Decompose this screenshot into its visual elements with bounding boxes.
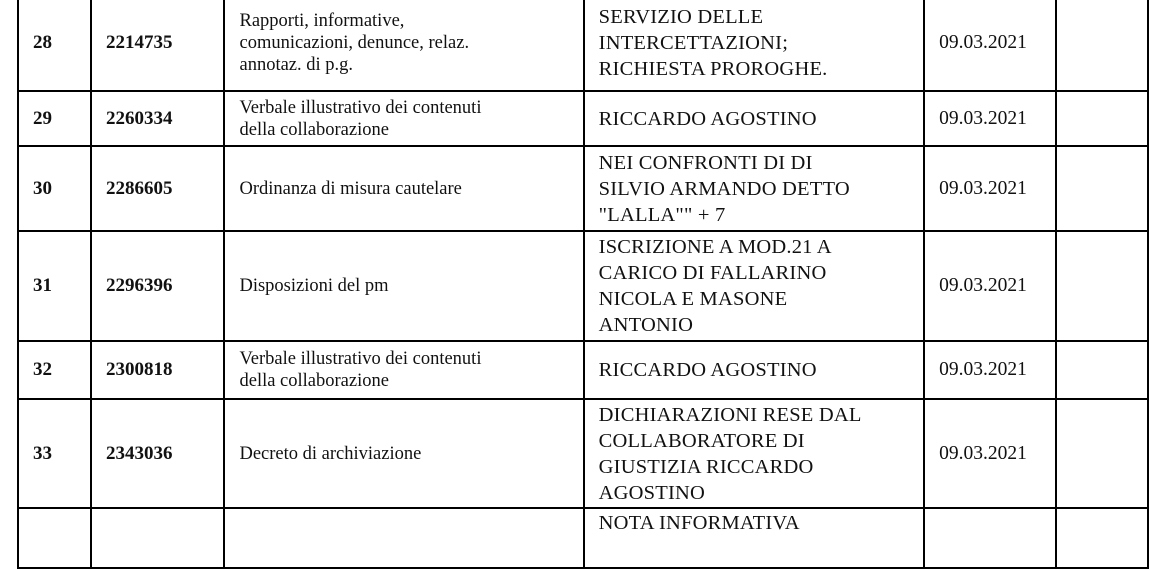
table-row <box>18 146 1148 231</box>
protocol-id-cell: 2300818 <box>91 341 225 399</box>
document-type-cell <box>224 341 583 399</box>
subject-line: RICCARDO AGOSTINO <box>598 359 817 381</box>
subject-line: GIUSTIZIA RICCARDO <box>598 455 814 478</box>
subject-line: COLLABORATORE DI <box>598 429 805 452</box>
document-type-line: Rapporti, informative, <box>239 11 405 31</box>
document-type-cell <box>224 146 583 231</box>
records-table <box>17 0 1149 569</box>
subject-line: RICCARDO AGOSTINO <box>598 107 817 130</box>
subject-line: SERVIZIO DELLE <box>598 6 764 28</box>
row-number-cell: 31 <box>18 231 91 341</box>
document-type-cell <box>224 231 583 341</box>
protocol-id-cell: 2296396 <box>91 231 225 341</box>
date-cell: 09.03.2021 <box>924 91 1056 146</box>
subject-line: RICHIESTA PROROGHE. <box>598 58 828 80</box>
date-cell: 09.03.2021 <box>924 341 1056 399</box>
subject-cell <box>584 91 924 146</box>
subject-cell <box>584 399 924 508</box>
extra-cell <box>1056 231 1148 341</box>
date-cell: 09.03.2021 <box>924 231 1056 341</box>
subject-line: SILVIO ARMANDO DETTO <box>598 177 850 200</box>
subject-cell <box>584 231 924 341</box>
row-number-cell: 30 <box>18 146 91 231</box>
row-number-cell: 33 <box>18 399 91 508</box>
subject-line: NOTA INFORMATIVA <box>598 512 800 534</box>
protocol-id-cell <box>91 508 225 568</box>
document-type-line: Decreto di archiviazione <box>239 443 422 464</box>
subject-cell <box>584 341 924 399</box>
table-row <box>18 341 1148 399</box>
row-number-cell: 28 <box>18 0 91 91</box>
date-cell: 09.03.2021 <box>924 146 1056 231</box>
extra-cell <box>1056 91 1148 146</box>
row-number-cell: 32 <box>18 341 91 399</box>
document-type-cell <box>224 399 583 508</box>
document-type-line: annotaz. di p.g. <box>239 55 354 75</box>
table-row <box>18 399 1148 508</box>
document-type-line: della collaborazione <box>239 119 389 140</box>
protocol-id-cell: 2343036 <box>91 399 225 508</box>
document-type-line: Ordinanza di misura cautelare <box>239 178 462 199</box>
document-type-line: della collaborazione <box>239 371 389 391</box>
table-row <box>18 508 1148 568</box>
date-cell <box>924 508 1056 568</box>
protocol-id-cell: 2214735 <box>91 0 225 91</box>
document-type-cell <box>224 508 583 568</box>
table-row <box>18 231 1148 341</box>
extra-cell <box>1056 0 1148 91</box>
date-cell: 09.03.2021 <box>924 399 1056 508</box>
subject-line: "LALLA"" + 7 <box>598 203 726 226</box>
protocol-id-cell: 2260334 <box>91 91 225 146</box>
subject-line: ISCRIZIONE A MOD.21 A <box>598 236 832 258</box>
extra-cell <box>1056 146 1148 231</box>
row-number-cell <box>18 508 91 568</box>
subject-line: ANTONIO <box>598 314 694 336</box>
subject-line: NICOLA E MASONE <box>598 288 788 310</box>
subject-line: AGOSTINO <box>598 481 706 504</box>
document-type-cell <box>224 91 583 146</box>
row-number-cell: 29 <box>18 91 91 146</box>
protocol-id-cell: 2286605 <box>91 146 225 231</box>
subject-cell <box>584 146 924 231</box>
document-type-line: Verbale illustrativo dei contenuti <box>239 97 482 118</box>
subject-line: INTERCETTAZIONI; <box>598 32 789 54</box>
subject-line: DICHIARAZIONI RESE DAL <box>598 403 862 426</box>
subject-cell <box>584 508 924 568</box>
document-type-line: Disposizioni del pm <box>239 276 389 296</box>
subject-line: CARICO DI FALLARINO <box>598 262 827 284</box>
extra-cell <box>1056 399 1148 508</box>
extra-cell <box>1056 341 1148 399</box>
subject-line: NEI CONFRONTI DI DI <box>598 151 813 174</box>
document-type-line: comunicazioni, denunce, relaz. <box>239 33 470 53</box>
subject-cell <box>584 0 924 91</box>
extra-cell <box>1056 508 1148 568</box>
table-row <box>18 91 1148 146</box>
date-cell: 09.03.2021 <box>924 0 1056 91</box>
table-row <box>18 0 1148 91</box>
document-type-cell <box>224 0 583 91</box>
document-type-line: Verbale illustrativo dei contenuti <box>239 349 482 369</box>
